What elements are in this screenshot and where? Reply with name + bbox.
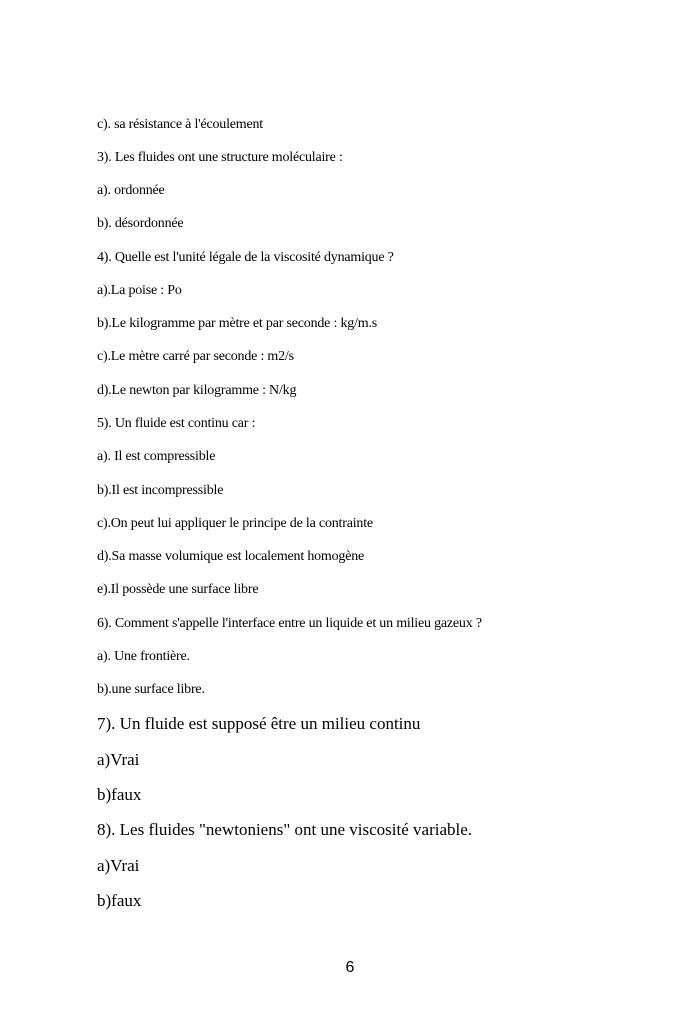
page-number: 6	[345, 959, 355, 976]
answer-8b-text: b)faux	[97, 891, 142, 910]
answer-3c-text: c). sa résistance à l'écoulement	[97, 117, 263, 132]
question-4-text: 4). Quelle est l'unité légale de la viscosité dynamique ?	[97, 250, 394, 265]
answer-5b-text: b).Il est incompressible	[97, 483, 224, 498]
answer-4a-text: a).La poise : Po	[97, 283, 182, 298]
answer-5d-text: d).Sa masse volumique est localement homogène	[97, 549, 365, 564]
question-8-text: 8). Les fluides "newtoniens" ont une viscosité variable.	[97, 820, 473, 839]
answer-4c-text: c).Le mètre carré par seconde : m2/s	[97, 349, 294, 364]
question-6-text: 6). Comment s'appelle l'interface entre un liquide et un milieu gazeux ?	[97, 616, 482, 631]
question-3-text: 3). Les fluides ont une structure moléculaire :	[97, 150, 343, 165]
answer-7b-text: b)faux	[97, 785, 142, 804]
answer-5a-text: a). Il est compressible	[97, 449, 216, 464]
answer-5c-text: c).On peut lui appliquer le principe de la contrainte	[97, 516, 373, 531]
answer-5e-text: e).Il possède une surface libre	[97, 582, 259, 597]
answer-4d-text: d).Le newton par kilogramme : N/kg	[97, 383, 297, 398]
answer-3b-text: b). désordonnée	[97, 216, 184, 231]
answer-7a-text: a)Vrai	[97, 750, 140, 769]
answer-6b-text: b).une surface libre.	[97, 682, 205, 697]
answer-4b-text: b).Le kilogramme par mètre et par seconde : kg/m.s	[97, 316, 378, 331]
answer-6a-text: a). Une frontière.	[97, 649, 190, 664]
answer-3a-text: a). ordonnée	[97, 183, 165, 198]
question-7-text: 7). Un fluide est supposé être un milieu continu	[97, 714, 421, 733]
question-5-text: 5). Un fluide est continu car :	[97, 416, 256, 431]
answer-8a-text: a)Vrai	[97, 856, 140, 875]
